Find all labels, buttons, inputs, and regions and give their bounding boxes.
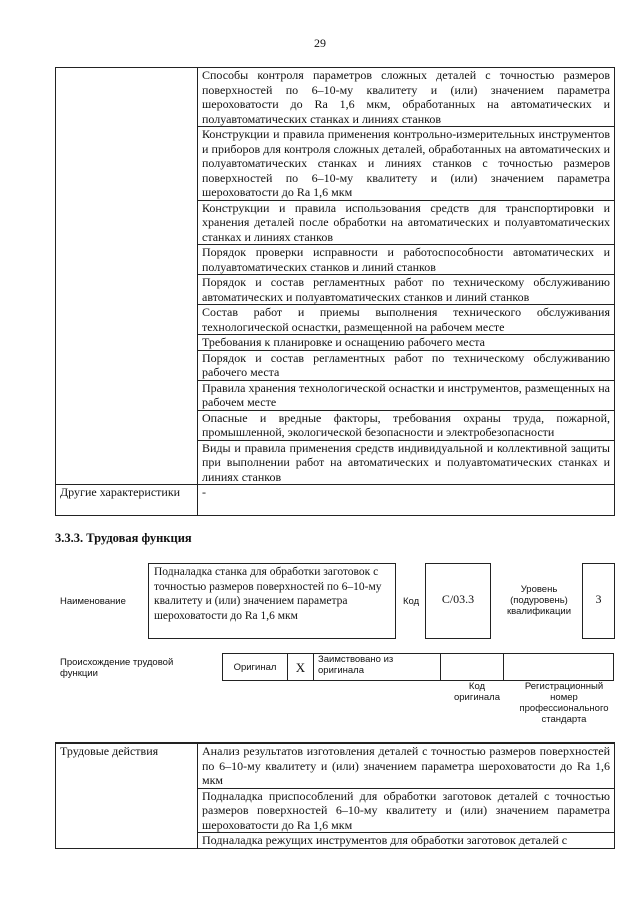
knowledge-item: Состав работ и приемы выполнения технического обслуживания технологической оснастки, размещенной на рабочем месте [198, 305, 615, 335]
knowledge-item: Виды и правила применения средств индивидуальной и коллективной защиты при выполнении работ на автоматических и полуавтоматических станках и линиях станков [198, 440, 615, 485]
origin-borrowed-cell: Заимствовано из оригинала [314, 654, 441, 681]
knowledge-item: Конструкции и правила использования средств для транспортировки и хранения деталей после обработки на автоматических и полуавтоматических станках и линиях станков [198, 200, 615, 245]
table-row [56, 68, 615, 127]
table-row [56, 743, 615, 788]
knowledge-table [55, 67, 615, 516]
origin-code-caption: Код оригинала [453, 681, 500, 703]
knowledge-item: Правила хранения технологической оснастки и инструментов, размещенных на рабочем месте [198, 380, 615, 410]
knowledge-item: Порядок проверки исправности и работоспособности автоматических и полуавтоматических станков и линий станков [198, 245, 615, 275]
origin-reg-cell [504, 654, 614, 681]
table-row [56, 485, 615, 516]
function-name-box: Подналадка станка для обработки заготовок с точностью размеров поверхностей по 6–10-му квалитету и (или) значением параметра шероховатости до Ra 1,6 мкм [148, 563, 396, 639]
section-title: 3.3.3. Трудовая функция [55, 531, 192, 545]
other-characteristics-value: - [198, 485, 615, 516]
origin-label: Происхождение трудовой функции [60, 657, 174, 679]
level-box: 3 [582, 563, 615, 639]
page-number: 29 [314, 36, 326, 50]
function-code-box: С/03.3 [425, 563, 491, 639]
knowledge-item: Требования к планировке и оснащению рабочего места [198, 335, 615, 351]
action-item: Анализ результатов изготовления деталей с точностью размеров поверхностей по 6–10-му квалитету и (или) значением параметра шероховатости до Ra 1,6 мкм [198, 743, 615, 788]
origin-code-cell [441, 654, 504, 681]
name-label: Наименование [60, 596, 126, 607]
knowledge-item: Порядок и состав регламентных работ по техническому обслуживанию автоматических и полуавтоматических станков и линий станков [198, 275, 615, 305]
action-item: Подналадка режущих инструментов для обработки заготовок деталей с [198, 833, 615, 849]
origin-mark-cell: X [288, 654, 314, 681]
knowledge-item: Опасные и вредные факторы, требования охраны труда, пожарной, промышленной, экологической безопасности и электробезопасности [198, 410, 615, 440]
origin-reg-caption: Регистрационный номер профессионального стандарта [519, 681, 609, 725]
other-characteristics-label: Другие характеристики [56, 485, 198, 516]
origin-table [222, 653, 614, 681]
origin-original-cell: Оригинал [223, 654, 288, 681]
knowledge-item: Порядок и состав регламентных работ по техническому обслуживанию рабочего места [198, 350, 615, 380]
knowledge-item: Конструкции и правила применения контрольно-измерительных инструментов и приборов для контроля сложных деталей, обработанных на автоматических и полуавтоматических станках и линиях станков с точностью размеров поверхностей по 6–10-му квалитету и (или) значением параметра шероховатости до Ra 1,6 мкм [198, 127, 615, 201]
actions-table [55, 742, 615, 849]
actions-label: Трудовые действия [56, 743, 198, 848]
action-item: Подналадка приспособлений для обработки заготовок деталей с точностью размеров поверхностей 6–10-му квалитету и (или) значением параметра шероховатости до Ra 1,6 мкм [198, 788, 615, 833]
knowledge-left-cell [56, 68, 198, 485]
code-label: Код [403, 596, 420, 607]
knowledge-item: Способы контроля параметров сложных деталей с точностью размеров поверхностей по 6–10-му квалитету и (или) значением параметра шероховатости до Ra 1,6 мкм, обработанных на автоматических и полуавтоматических станках и линиях станков [198, 68, 615, 127]
level-label: Уровень (подуровень) квалификации [506, 584, 572, 617]
table-row [223, 654, 614, 681]
